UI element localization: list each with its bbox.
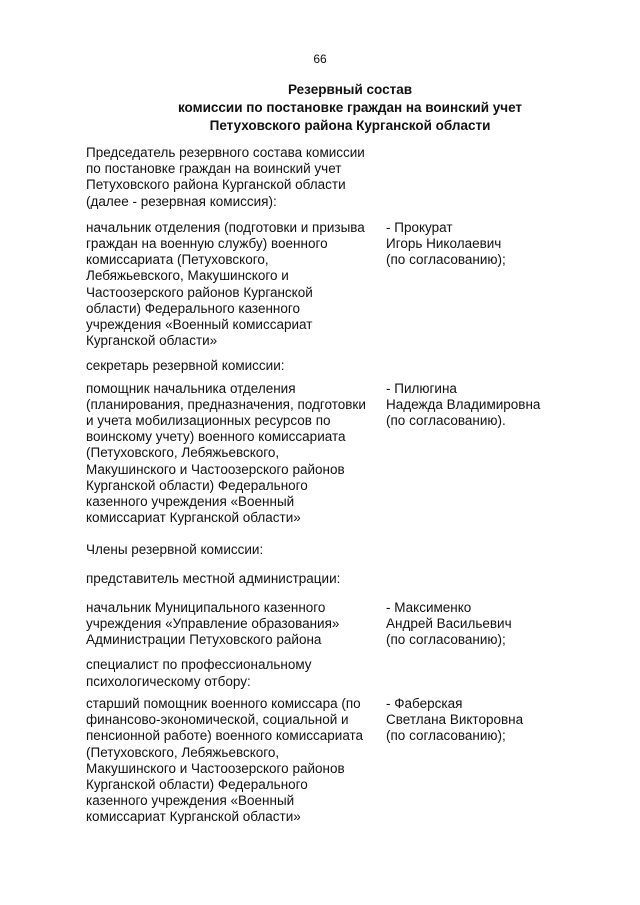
secretary-heading: секретарь резервной комиссии: (86, 358, 285, 374)
psych-role: старший помощник военного комиссара (по финансово-экономической, социальной и пенсионной работе) военного комиссариата (Петуховского, Лебяжьевского, Макушинского и Частоозерского районов Курганской области) Федерального казенного учреждения «Военный комиссариат Курганской области» (86, 695, 364, 825)
chairman-person: - Прокурат Игорь Николаевич (по согласованию); (386, 219, 506, 268)
title-line-1: Резервный состав (288, 82, 412, 97)
psych-heading: специалист по профессиональному психологическому отбору: (86, 657, 312, 689)
admin-rep-row (86, 600, 576, 649)
admin-rep-role: начальник Муниципального казенного учреждения «Управление образования» Администрации Петуховского района (86, 599, 340, 648)
title-line-2: комиссии по постановке граждан на воинский учет (177, 100, 523, 115)
chairman-heading: Председатель резервного состава комиссии по постановке граждан на воинский учет Петуховского района Курганской области (далее - резервная комиссия): (86, 145, 365, 209)
document-title (170, 81, 530, 135)
admin-rep-person: - Максименко Андрей Васильевич (по согласованию); (386, 599, 512, 648)
document-body (86, 145, 576, 835)
title-line-3: Петуховского района Курганской области (209, 118, 491, 133)
psych-person: - Фаберская Светлана Викторовна (по согласованию); (386, 695, 524, 744)
secretary-person: - Пилюгина Надежда Владимировна (по согласованию). (386, 380, 541, 429)
secretary-role: помощник начальника отделения (планирования, предназначения, подготовки и учета мобилизационных ресурсов по воинскому учету) военного комиссариата (Петуховского, Лебяжьевского, Макушинского и Частоозерского районов Курганской области) Федерального казенного учреждения «Военный комиссариат Курганской области» (86, 380, 366, 526)
chairman-row (86, 220, 576, 350)
members-heading: Члены резервной комиссии: (86, 542, 264, 558)
chairman-role: начальник отделения (подготовки и призыва граждан на военную службу) военного комиссариата (Петуховского, Лебяжьевского, Макушинского и Частоозерского районов Курганской области) Федерального казенного учреждения «Военный комиссариат Курганской области» (86, 219, 365, 349)
page-number: 66 (313, 52, 327, 66)
admin-rep-heading: представитель местной администрации: (86, 570, 341, 586)
psych-row (86, 696, 576, 826)
secretary-row (86, 381, 576, 527)
